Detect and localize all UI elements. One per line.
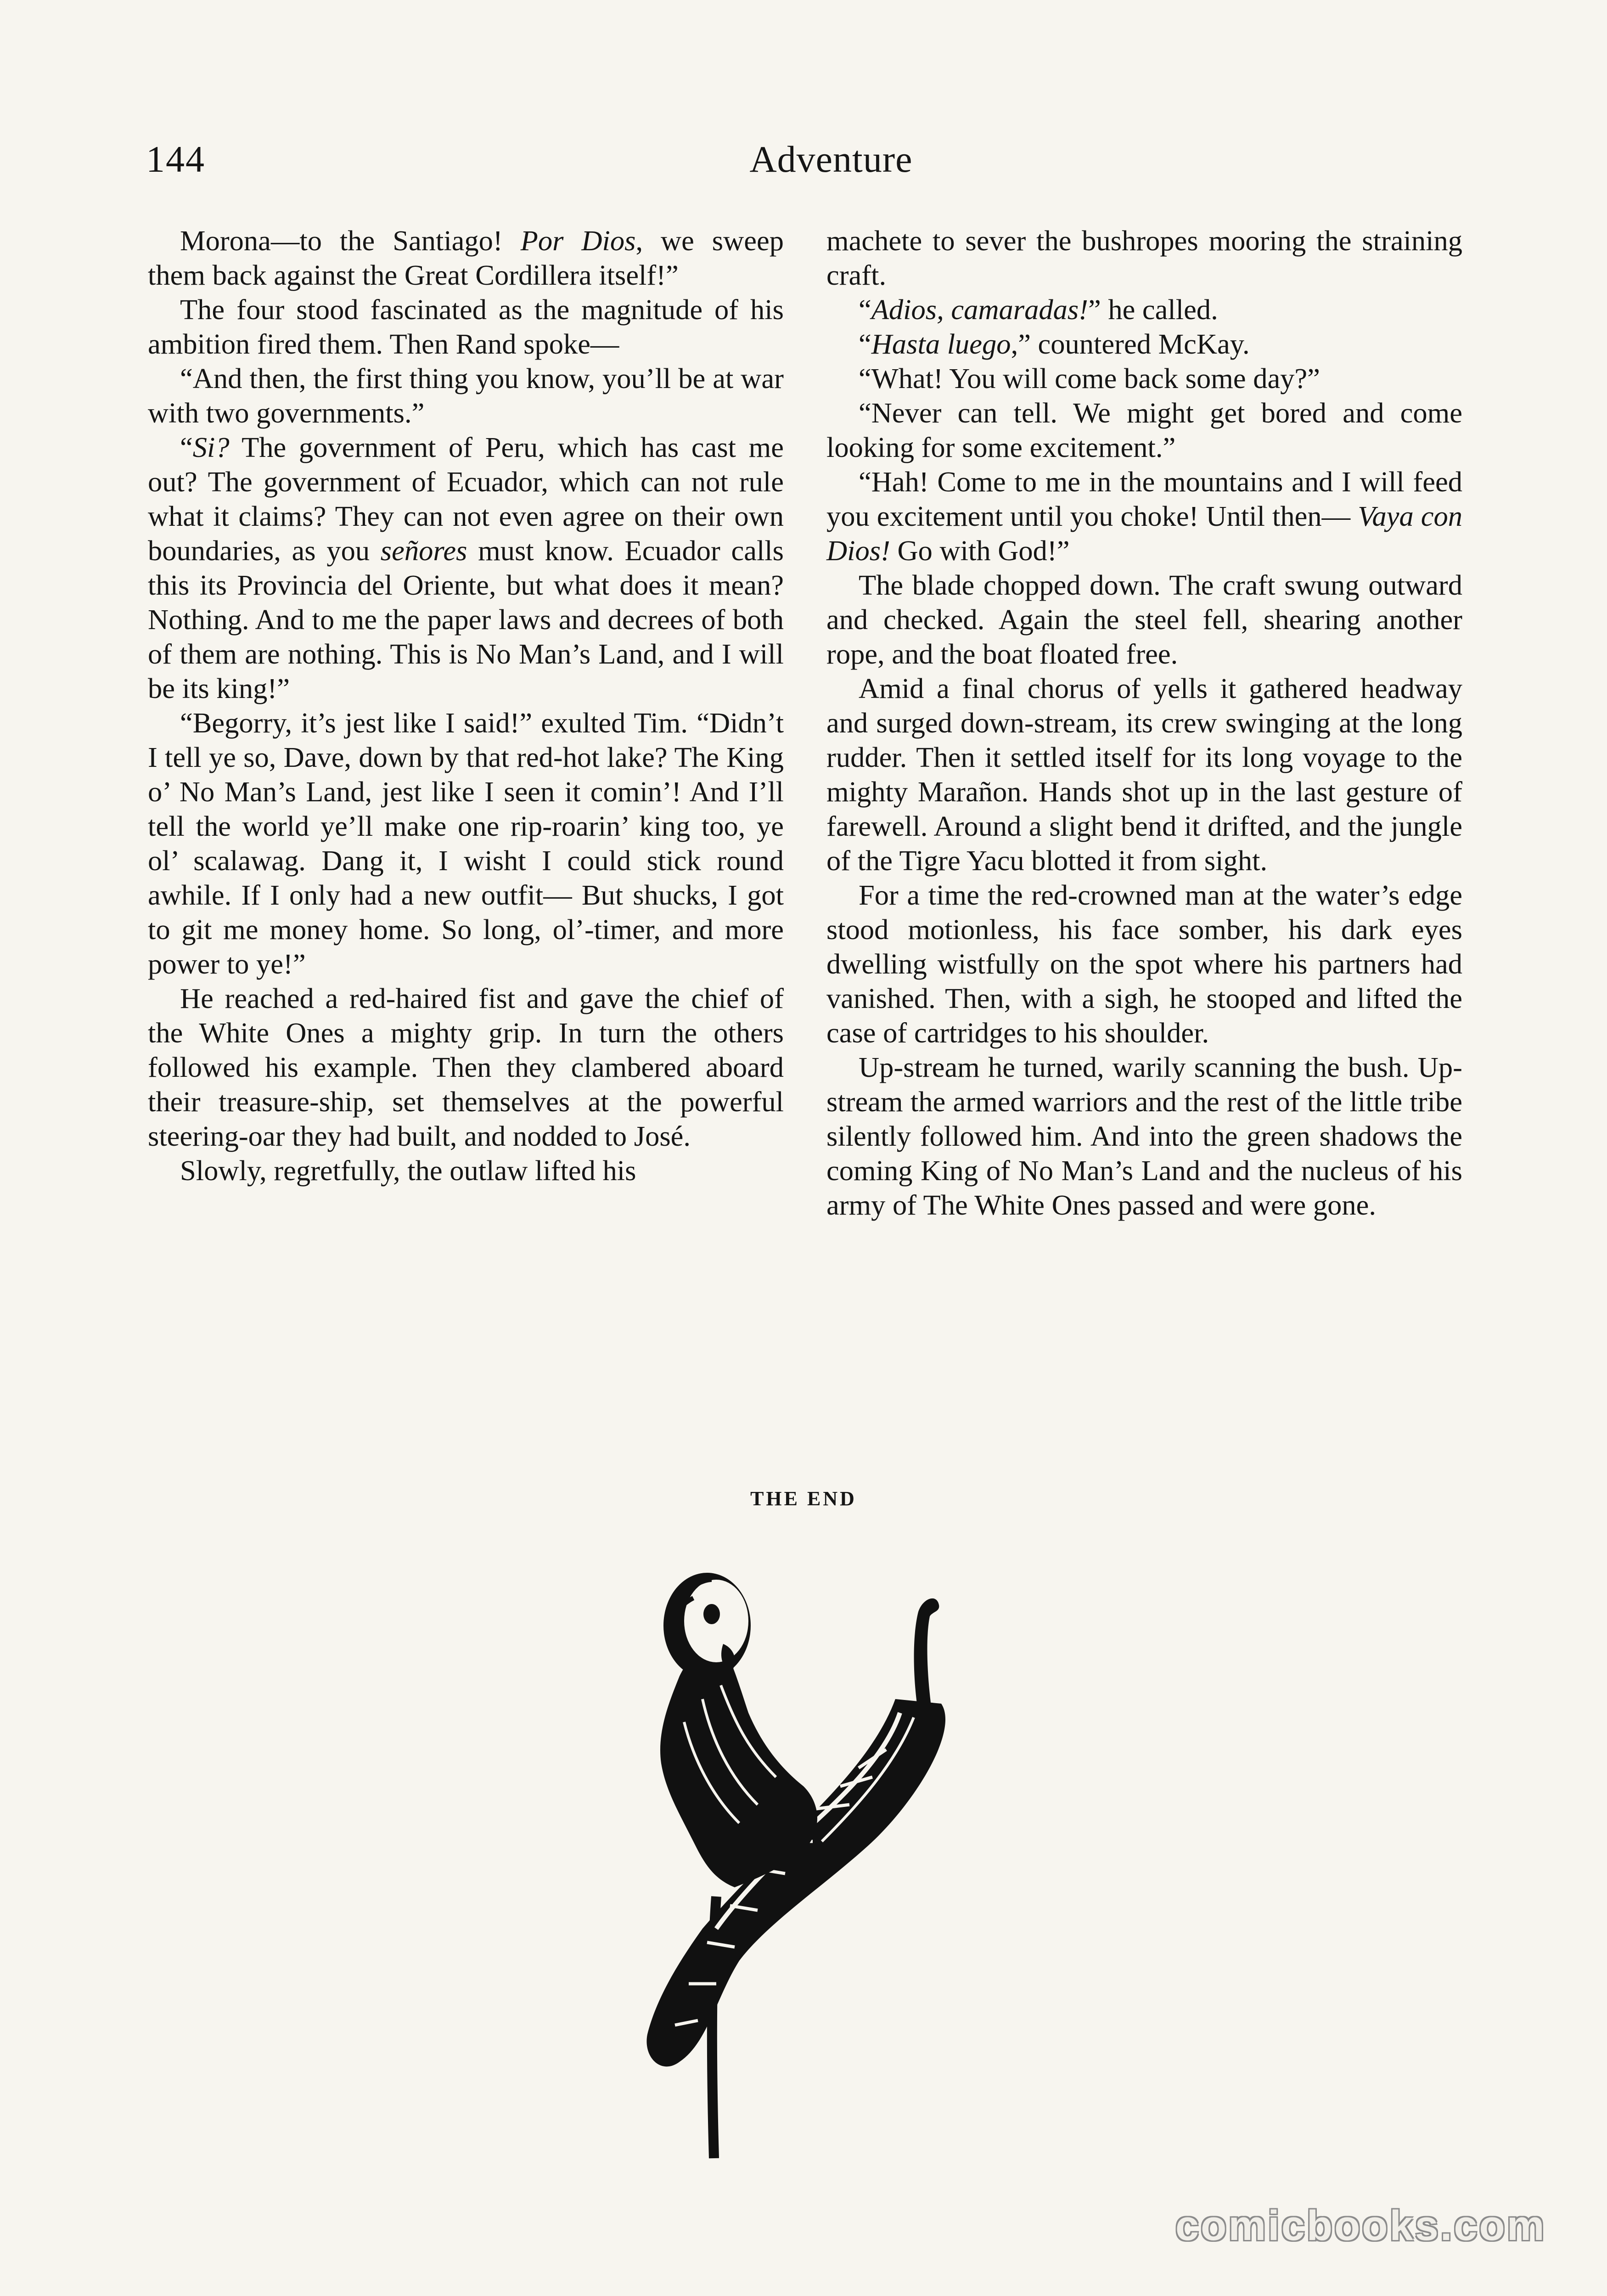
- paragraph: [148, 430, 784, 706]
- text-run: must know. Ecuador calls this its Provincia del Oriente, but what does it mean? Nothing. And to me the paper laws and decrees of both of them are nothing. This is No Man’s Land, and I will be its king!”: [148, 535, 784, 704]
- paragraph: [826, 396, 1462, 465]
- text-run: “Never can tell. We might get bored and come looking for some excitement.”: [826, 397, 1462, 463]
- leaf-tip: [914, 1598, 939, 1713]
- paragraph: [148, 1154, 784, 1188]
- text-run: He reached a red-haired fist and gave the chief of the White Ones a mighty grip. In turn the others followed his example. Then they clambered aboard their treasure-ship, set themselves at the powerful steering-oar they had built, and nodded to José.: [148, 982, 784, 1152]
- text-run: “And then, the first thing you know, you’ll be at war with two governments.”: [148, 362, 784, 429]
- right-column: [826, 224, 1462, 1222]
- paragraph: [826, 293, 1462, 327]
- text-run: Slowly, regretfully, the outlaw lifted his: [180, 1154, 636, 1187]
- paragraph: [148, 224, 784, 293]
- text-run: Amid a final chorus of yells it gathered headway and surged down-stream, its crew swinging at the long rudder. Then it settled itself for its long voyage to the mighty Marañon. Hands shot up in the last gesture of farewell. Around a slight bend it drifted, and the jungle of the Tigre Yacu blotted it from sight.: [826, 672, 1462, 877]
- text-run: ” he called.: [1088, 293, 1218, 326]
- paragraph: [826, 878, 1462, 1050]
- italic-text: Hasta luego: [871, 328, 1011, 360]
- the-end-label: THE END: [750, 1487, 857, 1510]
- italic-text: Si?: [192, 431, 230, 463]
- text-run: “Begorry, it’s jest like I said!” exulted Tim. “Didn’t I tell ye so, Dave, down by that red-hot lake? The King o’ No Man’s Land, jest like I seen it comin’! And I’ll tell the world ye’ll make one rip-roarin’ king too, ye ol’ scalawag. Dang it, I wisht I could stick round awhile. If I only had a new outfit— But shucks, I got to git me money home. So long, ol’-timer, and more power to ye!”: [148, 707, 784, 980]
- running-head: [0, 138, 1607, 181]
- paragraph: [148, 706, 784, 981]
- text-run: “: [859, 328, 871, 360]
- text-run: Morona—to the Santiago!: [180, 225, 521, 257]
- paragraph: [826, 327, 1462, 361]
- text-run: Go with God!”: [890, 535, 1070, 567]
- text-run: machete to sever the bushropes mooring the straining craft.: [826, 225, 1462, 291]
- text-run: Up-stream he turned, warily scanning the bush. Up-stream the armed warriors and the rest of the little tribe silently followed him. And into the green shadows the coming King of No Man’s Land and the nucleus of his army of The White Ones passed and were gone.: [826, 1051, 1462, 1221]
- magazine-title: Adventure: [749, 138, 913, 180]
- page-number: 144: [146, 138, 205, 180]
- text-run: ,” countered McKay.: [1011, 328, 1250, 360]
- text-run: “Hah! Come to me in the mountains and I will feed you excitement until you choke! Until then—: [826, 466, 1462, 532]
- italic-text: Vaya con Dios!: [826, 500, 1462, 567]
- text-run: , we sweep them back against the Great Cordillera itself!”: [148, 225, 784, 291]
- paragraph: [826, 671, 1462, 878]
- paragraph: [148, 293, 784, 361]
- paragraph: [826, 465, 1462, 568]
- italic-text: Por Dios: [520, 225, 636, 257]
- paragraph: [826, 568, 1462, 671]
- parrot-body: [660, 1635, 817, 1887]
- paragraph: [826, 361, 1462, 396]
- text-run: “: [859, 293, 871, 326]
- text-run: “: [180, 431, 193, 463]
- parrot-on-leaf-illustration: [565, 1548, 1024, 2167]
- text-run: “What! You will come back some day?”: [859, 362, 1320, 394]
- paragraph: [148, 361, 784, 430]
- text-run: For a time the red-crowned man at the water’s edge stood motionless, his face somber, his dark eyes dwelling wistfully on the spot where his partners had vanished. Then, with a sigh, he stooped and lifted the case of cartridges to his shoulder.: [826, 879, 1462, 1049]
- text-run: The four stood fascinated as the magnitude of his ambition fired them. Then Rand spoke—: [148, 293, 784, 360]
- italic-text: señores: [380, 535, 467, 567]
- watermark: comicbooks.com: [1175, 2202, 1546, 2249]
- paragraph: [826, 224, 1462, 293]
- text-run: The blade chopped down. The craft swung outward and checked. Again the steel fell, shearing another rope, and the boat floated free.: [826, 569, 1462, 670]
- paragraph: [148, 981, 784, 1154]
- italic-text: Adios, camaradas!: [871, 293, 1088, 326]
- text-run: The government of Peru, which has cast me out? The government of Ecuador, which can not rule what it claims? They can not even agree on their own boundaries, as you: [148, 431, 784, 567]
- paragraph: [826, 1050, 1462, 1222]
- left-column: [148, 224, 784, 1188]
